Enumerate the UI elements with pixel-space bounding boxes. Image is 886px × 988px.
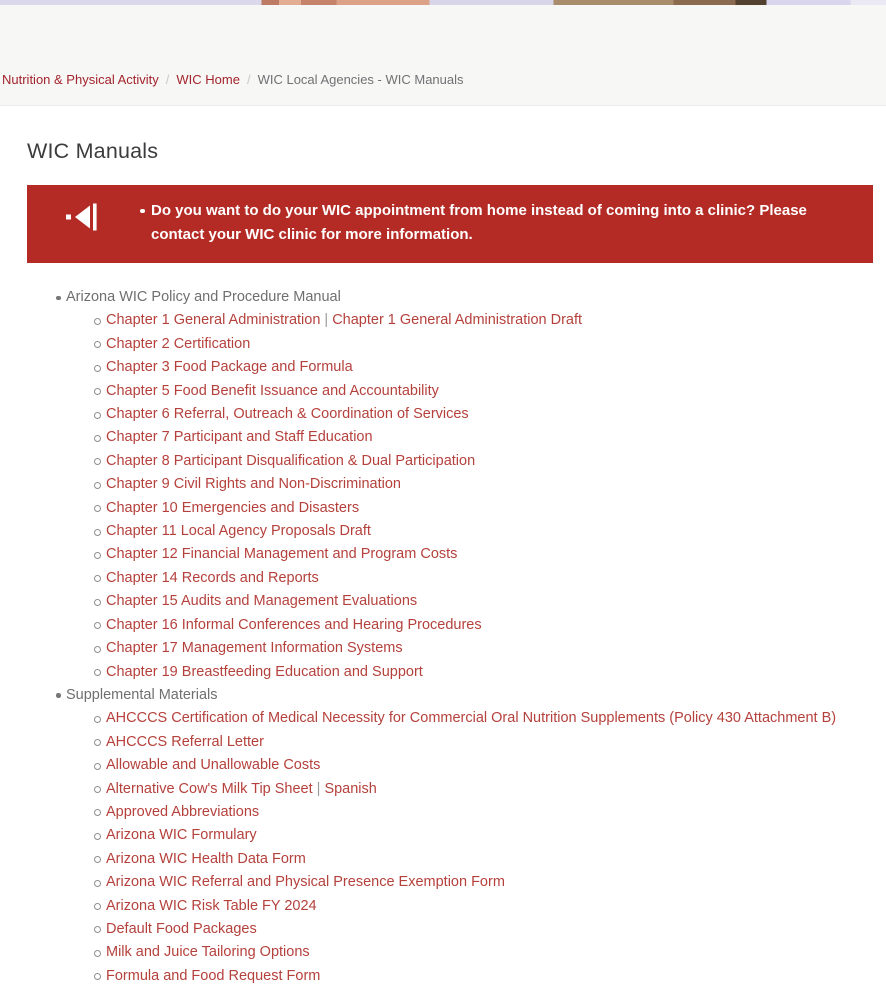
- section-label: Supplemental Materials: [27, 684, 873, 707]
- document-link[interactable]: Allowable and Unallowable Costs: [106, 757, 321, 774]
- list-item: [27, 895, 873, 918]
- alert-message: [140, 199, 852, 246]
- breadcrumb-current: WIC Local Agencies - WIC Manuals: [257, 72, 464, 87]
- document-link[interactable]: Chapter 14 Records and Reports: [106, 569, 319, 586]
- document-link[interactable]: Chapter 16 Informal Conferences and Hearing Procedures: [106, 616, 482, 633]
- section-item: [27, 286, 873, 684]
- list-item: [27, 965, 873, 988]
- list-item: [27, 520, 873, 543]
- document-link[interactable]: Chapter 3 Food Package and Formula: [106, 359, 353, 376]
- document-link[interactable]: Arizona WIC Formulary: [106, 827, 257, 844]
- section-label: Arizona WIC Policy and Procedure Manual: [27, 286, 873, 309]
- list-item: [27, 848, 873, 871]
- list-item: [27, 567, 873, 590]
- list-item: [27, 754, 873, 777]
- alert-banner: [27, 185, 873, 263]
- document-link[interactable]: Chapter 9 Civil Rights and Non-Discrimination: [106, 476, 401, 493]
- link-separator: |: [324, 312, 329, 329]
- list-item: [27, 801, 873, 824]
- list-item: [27, 403, 873, 426]
- list-item: [27, 824, 873, 847]
- document-link[interactable]: Arizona WIC Referral and Physical Presence Exemption Form: [106, 874, 505, 891]
- breadcrumb: [0, 72, 464, 105]
- list-item: [27, 707, 873, 730]
- list-item: [27, 731, 873, 754]
- list-item: [27, 473, 873, 496]
- list-item: [27, 380, 873, 403]
- list-item: [27, 450, 873, 473]
- list-item: [27, 497, 873, 520]
- document-link[interactable]: Chapter 17 Management Information Systems: [106, 640, 403, 657]
- document-link[interactable]: Chapter 10 Emergencies and Disasters: [106, 499, 360, 516]
- list-item: [27, 590, 873, 613]
- document-link[interactable]: Approved Abbreviations: [106, 803, 260, 820]
- main-content: [0, 139, 886, 988]
- list-item: [27, 661, 873, 684]
- section-link-list: [27, 309, 873, 684]
- link-separator: |: [316, 780, 321, 797]
- document-link[interactable]: Milk and Juice Tailoring Options: [106, 944, 310, 961]
- document-link[interactable]: Chapter 12 Financial Management and Program Costs: [106, 546, 458, 563]
- megaphone-icon: [27, 199, 140, 232]
- document-link[interactable]: Chapter 2 Certification: [106, 335, 251, 352]
- document-link[interactable]: Chapter 11 Local Agency Proposals Draft: [106, 523, 371, 540]
- page-title: WIC Manuals: [27, 139, 159, 163]
- list-item: [27, 778, 873, 801]
- list-item: [27, 356, 873, 379]
- list-item: [27, 333, 873, 356]
- section-link-list: [27, 707, 873, 988]
- document-link[interactable]: Chapter 8 Participant Disqualification & Dual Participation: [106, 452, 476, 469]
- section-item: [27, 684, 873, 988]
- document-link[interactable]: Arizona WIC Risk Table FY 2024: [106, 897, 317, 914]
- breadcrumb-band: [0, 5, 886, 106]
- document-link[interactable]: Spanish: [324, 780, 377, 797]
- document-link[interactable]: Chapter 19 Breastfeeding Education and Support: [106, 663, 423, 680]
- list-item: [27, 871, 873, 894]
- list-item: [27, 426, 873, 449]
- document-link[interactable]: Chapter 5 Food Benefit Issuance and Accountability: [106, 382, 439, 399]
- list-item: [27, 941, 873, 964]
- document-link[interactable]: Chapter 15 Audits and Management Evaluations: [106, 593, 418, 610]
- document-link[interactable]: Chapter 1 General Administration: [106, 312, 321, 329]
- breadcrumb-separator: /: [246, 72, 251, 87]
- breadcrumb-link[interactable]: WIC Home: [176, 72, 240, 87]
- breadcrumb-separator: /: [165, 72, 170, 87]
- document-link[interactable]: Formula and Food Request Form: [106, 967, 321, 984]
- list-item: [27, 309, 873, 332]
- list-item: [27, 637, 873, 660]
- document-link[interactable]: Chapter 6 Referral, Outreach & Coordination of Services: [106, 406, 469, 423]
- document-link[interactable]: AHCCCS Referral Letter: [106, 733, 264, 750]
- alert-message-list: [140, 199, 852, 246]
- alert-message-text: Do you want to do your WIC appointment from home instead of coming into a clinic? Please contact your WIC clinic for more information.: [151, 202, 807, 243]
- document-link[interactable]: Alternative Cow's Milk Tip Sheet: [106, 780, 313, 797]
- breadcrumb-link[interactable]: Nutrition & Physical Activity: [2, 72, 159, 87]
- list-item: [27, 543, 873, 566]
- manual-sections: [27, 286, 873, 988]
- document-link[interactable]: Arizona WIC Health Data Form: [106, 850, 306, 867]
- list-item: [27, 614, 873, 637]
- list-item: [27, 918, 873, 941]
- document-link[interactable]: Chapter 1 General Administration Draft: [332, 312, 583, 329]
- document-link[interactable]: AHCCCS Certification of Medical Necessity for Commercial Oral Nutrition Supplements (Policy 430 Attachment B): [106, 710, 837, 727]
- document-link[interactable]: Default Food Packages: [106, 920, 257, 937]
- document-link[interactable]: Chapter 7 Participant and Staff Education: [106, 429, 373, 446]
